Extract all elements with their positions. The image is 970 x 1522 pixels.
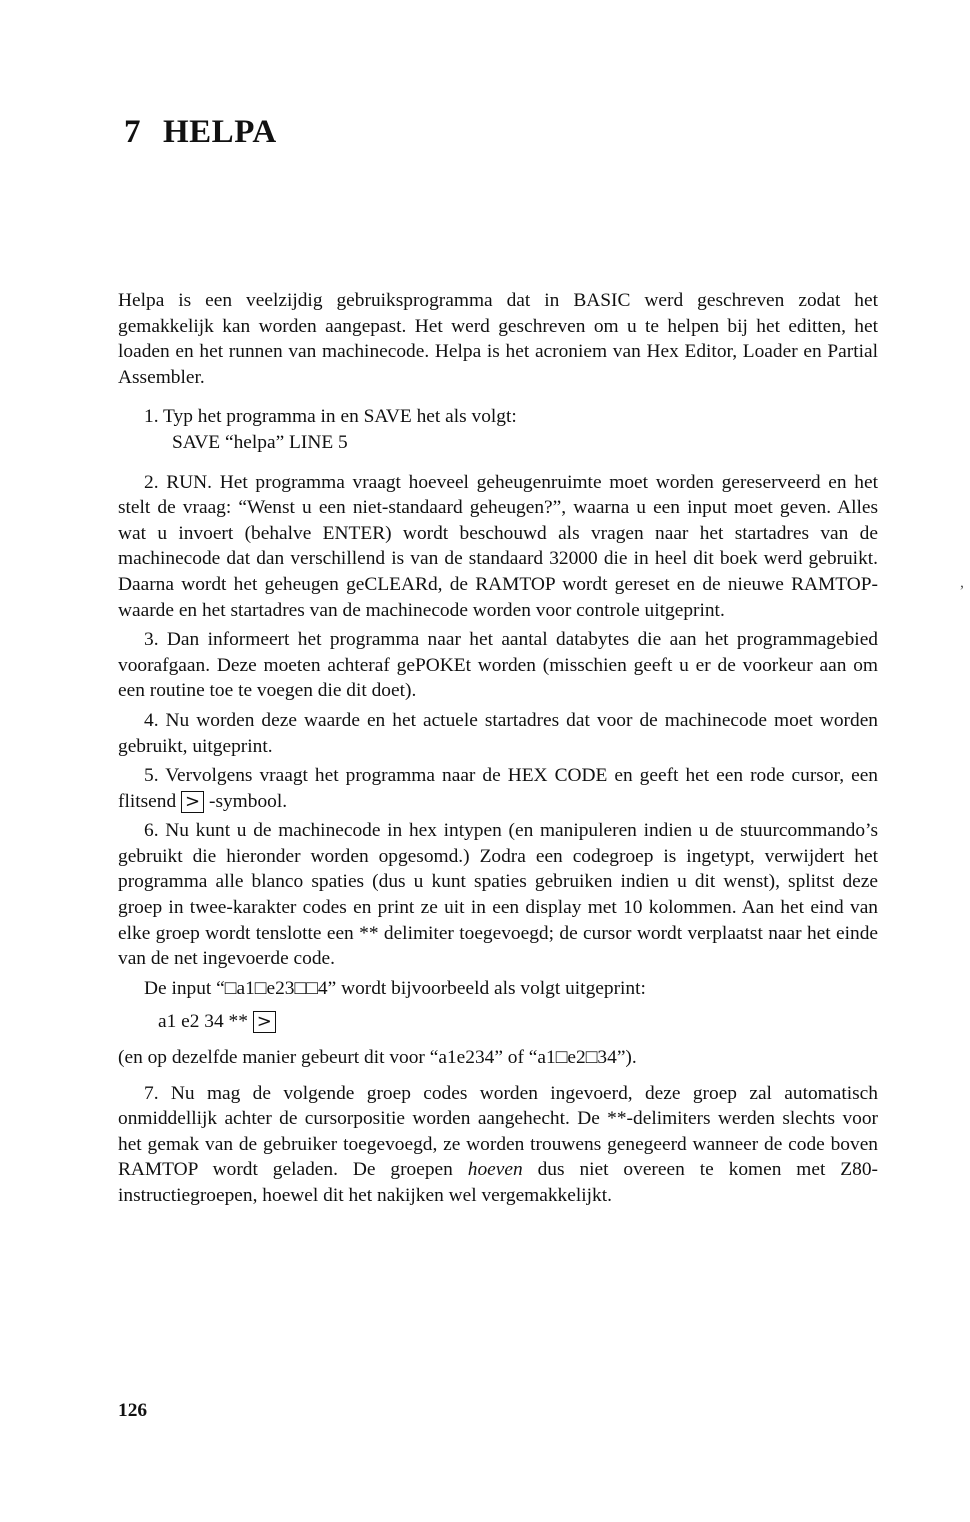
example-output-text: a1 e2 34 ** (158, 1011, 248, 1033)
step-5-text: 5. Vervolgens vraagt het programma naar de HEX CODE en geeft het een rode cursor, een flitsend (118, 765, 878, 812)
example-note: (en op dezelfde manier gebeurt dit voor “a1e234” of “a1□e2□34”). (118, 1047, 637, 1069)
step-2: 2. RUN. Het programma vraagt hoeveel geheugenruimte moet worden gereserveerd en het stelt de vraag: “Wenst u een niet-standaard geheugen?”, waarna u een input moet geven. Alles wat u invoert (behalve ENTER) wordt beschouwd als vragen naar het startadres van de machinecode dat dan verschillend is van de standaard 32000 die in heel dit boek werd gebruikt. Daarna wordt het geheugen geCLEARd, de RAMTOP wordt gereset en de nieuwe RAMTOP-waarde en het startadres van de machinecode worden voor controle uitgeprint. (118, 471, 878, 621)
step-7 (118, 1081, 878, 1209)
body-text (118, 288, 878, 1209)
cursor-symbol: > (253, 1011, 276, 1033)
chapter-title: HELPA (163, 114, 277, 150)
step-7-emphasis: hoeven (467, 1159, 523, 1181)
step-6: 6. Nu kunt u de machinecode in hex intypen (en manipuleren indien u de stuurcommando’s gebruikt die hieronder worden opgesomd.) Zodra een codegroep is ingetypt, verwijdert het programma alle blanco spaties (dus u kunt spaties gebruiken indien u dit wenst), splitst deze groep in twee-karakter codes en print ze uit in een display met 10 kolommen. Aan het eind van elke groep wordt tenslotte een ** delimiter toegevoegd; de cursor wordt verplaatst naar het einde van de net ingevoerde code. (118, 820, 878, 970)
step-1 (118, 404, 878, 455)
page-number: 126 (118, 1400, 148, 1421)
edge-mark: , (960, 574, 964, 591)
intro-paragraph: Helpa is een veelzijdig gebruiksprogramma dat in BASIC werd geschreven zodat het gemakkelijk kan worden aangepast. Het werd geschreven om u te helpen bij het editten, het loaden en het runnen van machinecode. Helpa is het acroniem van Hex Editor, Loader en Partial Assembler. (118, 290, 878, 388)
step-7-text: 7. Nu mag de volgende groep codes worden ingevoerd, deze groep zal automatisch onmiddellijk achter de cursorpositie worden aangehecht. De **-delimiters werden slechts voor het gemak van de gebruiker toegevoegd, ze worden trouwens genegeerd wanneer de code boven RAMTOP wordt geladen. De groepen (118, 1082, 878, 1181)
step-7-suffix: dus niet overeen te komen met Z80-instructiegroepen, hoewel dit het nakijken wel vergemakkelijkt. (118, 1159, 878, 1206)
chapter-heading (124, 114, 277, 151)
step-5 (118, 763, 878, 814)
chapter-number: 7 (124, 114, 141, 150)
example-output (118, 1009, 878, 1035)
step-3: 3. Dan informeert het programma naar het aantal databytes die aan het programmagebied voorafgaan. Deze moeten achteraf gePOKEt worden (misschien geeft u er de voorkeur aan om een routine toe te voegen die dit doet). (118, 629, 878, 702)
step-1-text: 1. Typ het programma in en SAVE het als volgt: (144, 406, 517, 428)
flashing-cursor-symbol: > (181, 791, 204, 813)
save-command: SAVE “helpa” LINE 5 (172, 431, 348, 453)
step-4: 4. Nu worden deze waarde en het actuele startadres dat voor de machinecode moet worden gebruikt, uitgeprint. (118, 709, 878, 757)
example-intro: De input “□a1□e23□□4” wordt bijvoorbeeld als volgt uitgeprint: (144, 977, 646, 999)
step-5-suffix: -symbool. (208, 790, 288, 812)
